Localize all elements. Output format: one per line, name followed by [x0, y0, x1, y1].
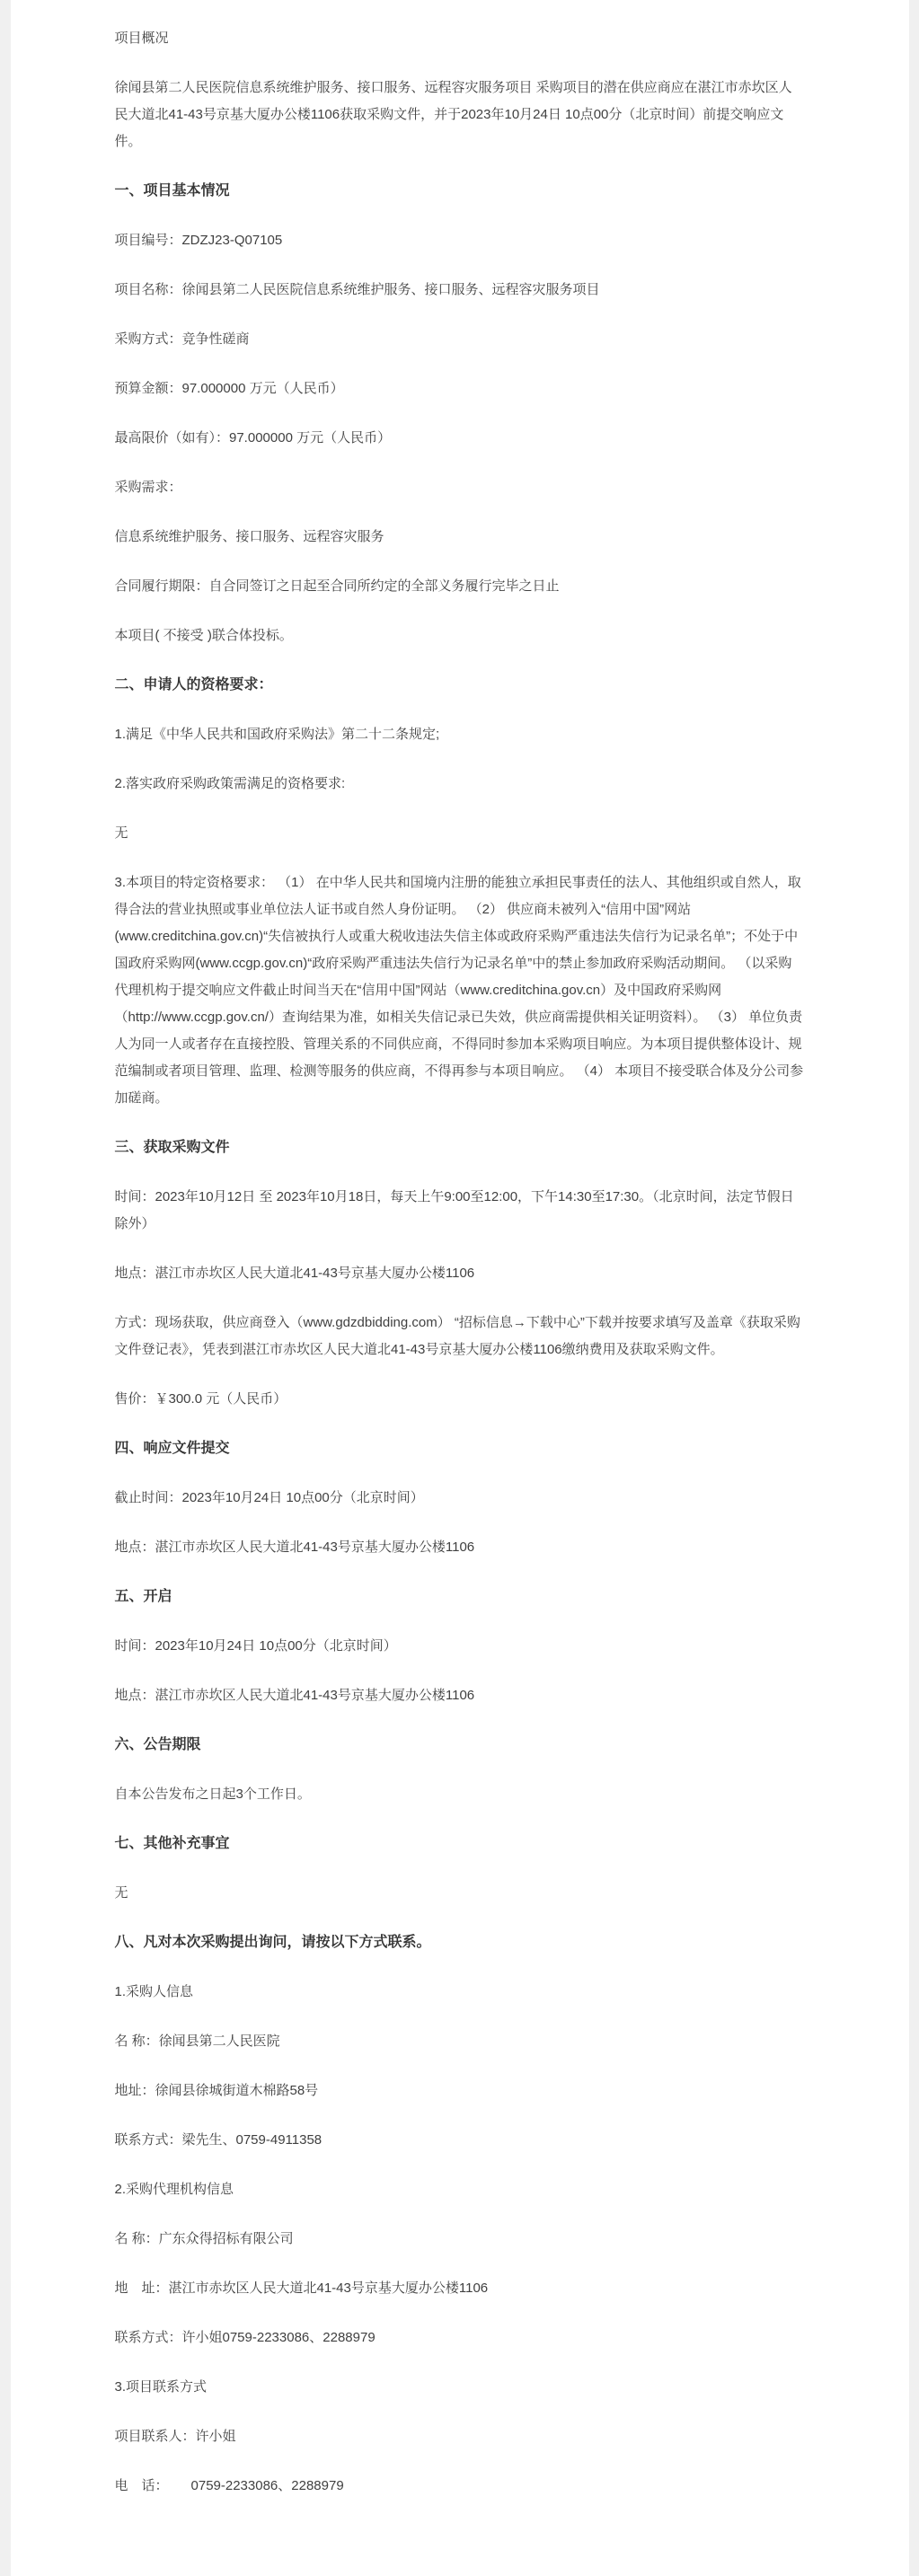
section-heading-basic-info: 一、项目基本情况 — [114, 183, 230, 198]
purchaser-name: 名 称：徐闻县第二人民医院 — [114, 2033, 280, 2049]
purchaser-address: 地址：徐闻县徐城街道木棉路58号 — [114, 2083, 319, 2098]
obtain-documents-method: 方式：现场获取，供应商登入（www.gdzdbidding.com） “招标信息→下载中心”下载并按要求填写及盖章《获取采购文件登记表》，凭表到湛江市赤坎区人民大道北41-43号京基大厦办公楼1106缴纳费用及获取采购文件。 — [114, 1315, 800, 1357]
purchaser-contact: 联系方式：梁先生、0759-4911358 — [114, 2132, 323, 2148]
section-heading-other-matters: 七、其他补充事宜 — [114, 1836, 230, 1851]
opening-time: 时间：2023年10月24日 10点00分（北京时间） — [114, 1638, 397, 1654]
budget-amount: 预算金额：97.000000 万元（人民币） — [114, 381, 344, 396]
obtain-documents-location: 地点：湛江市赤坎区人民大道北41-43号京基大厦办公楼1106 — [114, 1266, 475, 1281]
section-heading-response-submission: 四、响应文件提交 — [114, 1441, 230, 1456]
consortium-bidding-note: 本项目( 不接受 )联合体投标。 — [114, 628, 293, 643]
section-heading-contact: 八、凡对本次采购提出询问，请按以下方式联系。 — [114, 1935, 431, 1950]
project-number: 项目编号：ZDZJ23-Q07105 — [114, 233, 283, 248]
project-contact-label: 3.项目联系方式 — [114, 2379, 208, 2395]
document-price: 售价：￥300.0 元（人民币） — [114, 1391, 287, 1407]
qualification-requirement-1: 1.满足《中华人民共和国政府采购法》第二十二条规定; — [114, 727, 440, 742]
project-contact-phone: 电 话： 0759-2233086、2288979 — [114, 2478, 344, 2493]
section-heading-obtain-documents: 三、获取采购文件 — [114, 1140, 230, 1155]
section-heading-qualifications: 二、申请人的资格要求： — [114, 677, 273, 693]
procurement-requirements-label: 采购需求： — [114, 480, 182, 495]
announcement-period: 自本公告发布之日起3个工作日。 — [114, 1786, 311, 1802]
agency-address: 地 址：湛江市赤坎区人民大道北41-43号京基大厦办公楼1106 — [114, 2280, 489, 2296]
project-overview-text: 徐闻县第二人民医院信息系统维护服务、接口服务、远程容灾服务项目 采购项目的潜在供应商应在湛江市赤坎区人民大道北41-43号京基大厦办公楼1106获取采购文件，并于2023年10月24日 10点00分（北京时间）前提交响应文件。 — [114, 80, 792, 149]
announcement-page — [11, 0, 909, 2576]
project-name: 项目名称：徐闻县第二人民医院信息系统维护服务、接口服务、远程容灾服务项目 — [114, 282, 600, 297]
purchaser-info-label: 1.采购人信息 — [114, 1984, 194, 1999]
obtain-documents-time: 时间：2023年10月12日 至 2023年10月18日，每天上午9:00至12:00，下午14:30至17:30。（北京时间，法定节假日除外） — [114, 1189, 794, 1231]
agency-name: 名 称：广东众得招标有限公司 — [114, 2231, 294, 2246]
qualification-requirement-3: 3.本项目的特定资格要求： （1） 在中华人民共和国境内注册的能独立承担民事责任的法人、其他组织或自然人，取得合法的营业执照或事业单位法人证书或自然人身份证明。 （2） 供应商未被列入“信用中国”网站(www.creditchina.gov.cn)“失信被执行人或重大税收违法失信主体或政府采购严重违法失信行为记录名单”；不处于中国政府采购网(www.ccgp.gov.cn)“政府采购严重违法失信行为记录名单”中的禁止参加政府采购活动期间。 （以采购代理机构于提交响应文件截止时间当天在“信用中国”网站（www.creditchina.gov.cn）及中国政府采购网（http://www.ccgp.gov.cn/）查询结果为准，如相关失信记录已失效，供应商需提供相关证明资料）。 （3） 单位负责人为同一人或者存在直接控股、管理关系的不同供应商，不得同时参加本采购项目响应。为本项目提供整体设计、规范编制或者项目管理、监理、检测等服务的供应商，不得再参与本项目响应。 （4） 本项目不接受联合体及分公司参加磋商。 — [114, 875, 804, 1106]
contract-period: 合同履行期限：自合同签订之日起至合同所约定的全部义务履行完毕之日止 — [114, 578, 560, 594]
procurement-requirements: 信息系统维护服务、接口服务、远程容灾服务 — [114, 529, 384, 544]
max-price-limit: 最高限价（如有）：97.000000 万元（人民币） — [114, 430, 392, 446]
qualification-requirement-2-value: 无 — [114, 825, 128, 841]
agency-info-label: 2.采购代理机构信息 — [114, 2182, 234, 2197]
agency-contact: 联系方式：许小姐0759-2233086、2288979 — [114, 2330, 376, 2345]
project-overview-label: 项目概况 — [114, 31, 169, 46]
submission-deadline: 截止时间：2023年10月24日 10点00分（北京时间） — [114, 1490, 424, 1505]
opening-location: 地点：湛江市赤坎区人民大道北41-43号京基大厦办公楼1106 — [114, 1688, 475, 1703]
submission-location: 地点：湛江市赤坎区人民大道北41-43号京基大厦办公楼1106 — [114, 1539, 475, 1555]
project-contact-person: 项目联系人：许小姐 — [114, 2429, 236, 2444]
section-heading-opening: 五、开启 — [114, 1589, 172, 1604]
other-matters-value: 无 — [114, 1885, 128, 1901]
section-heading-announcement-period: 六、公告期限 — [114, 1737, 201, 1752]
procurement-method: 采购方式：竞争性磋商 — [114, 331, 250, 347]
qualification-requirement-2: 2.落实政府采购政策需满足的资格要求: — [114, 776, 346, 791]
